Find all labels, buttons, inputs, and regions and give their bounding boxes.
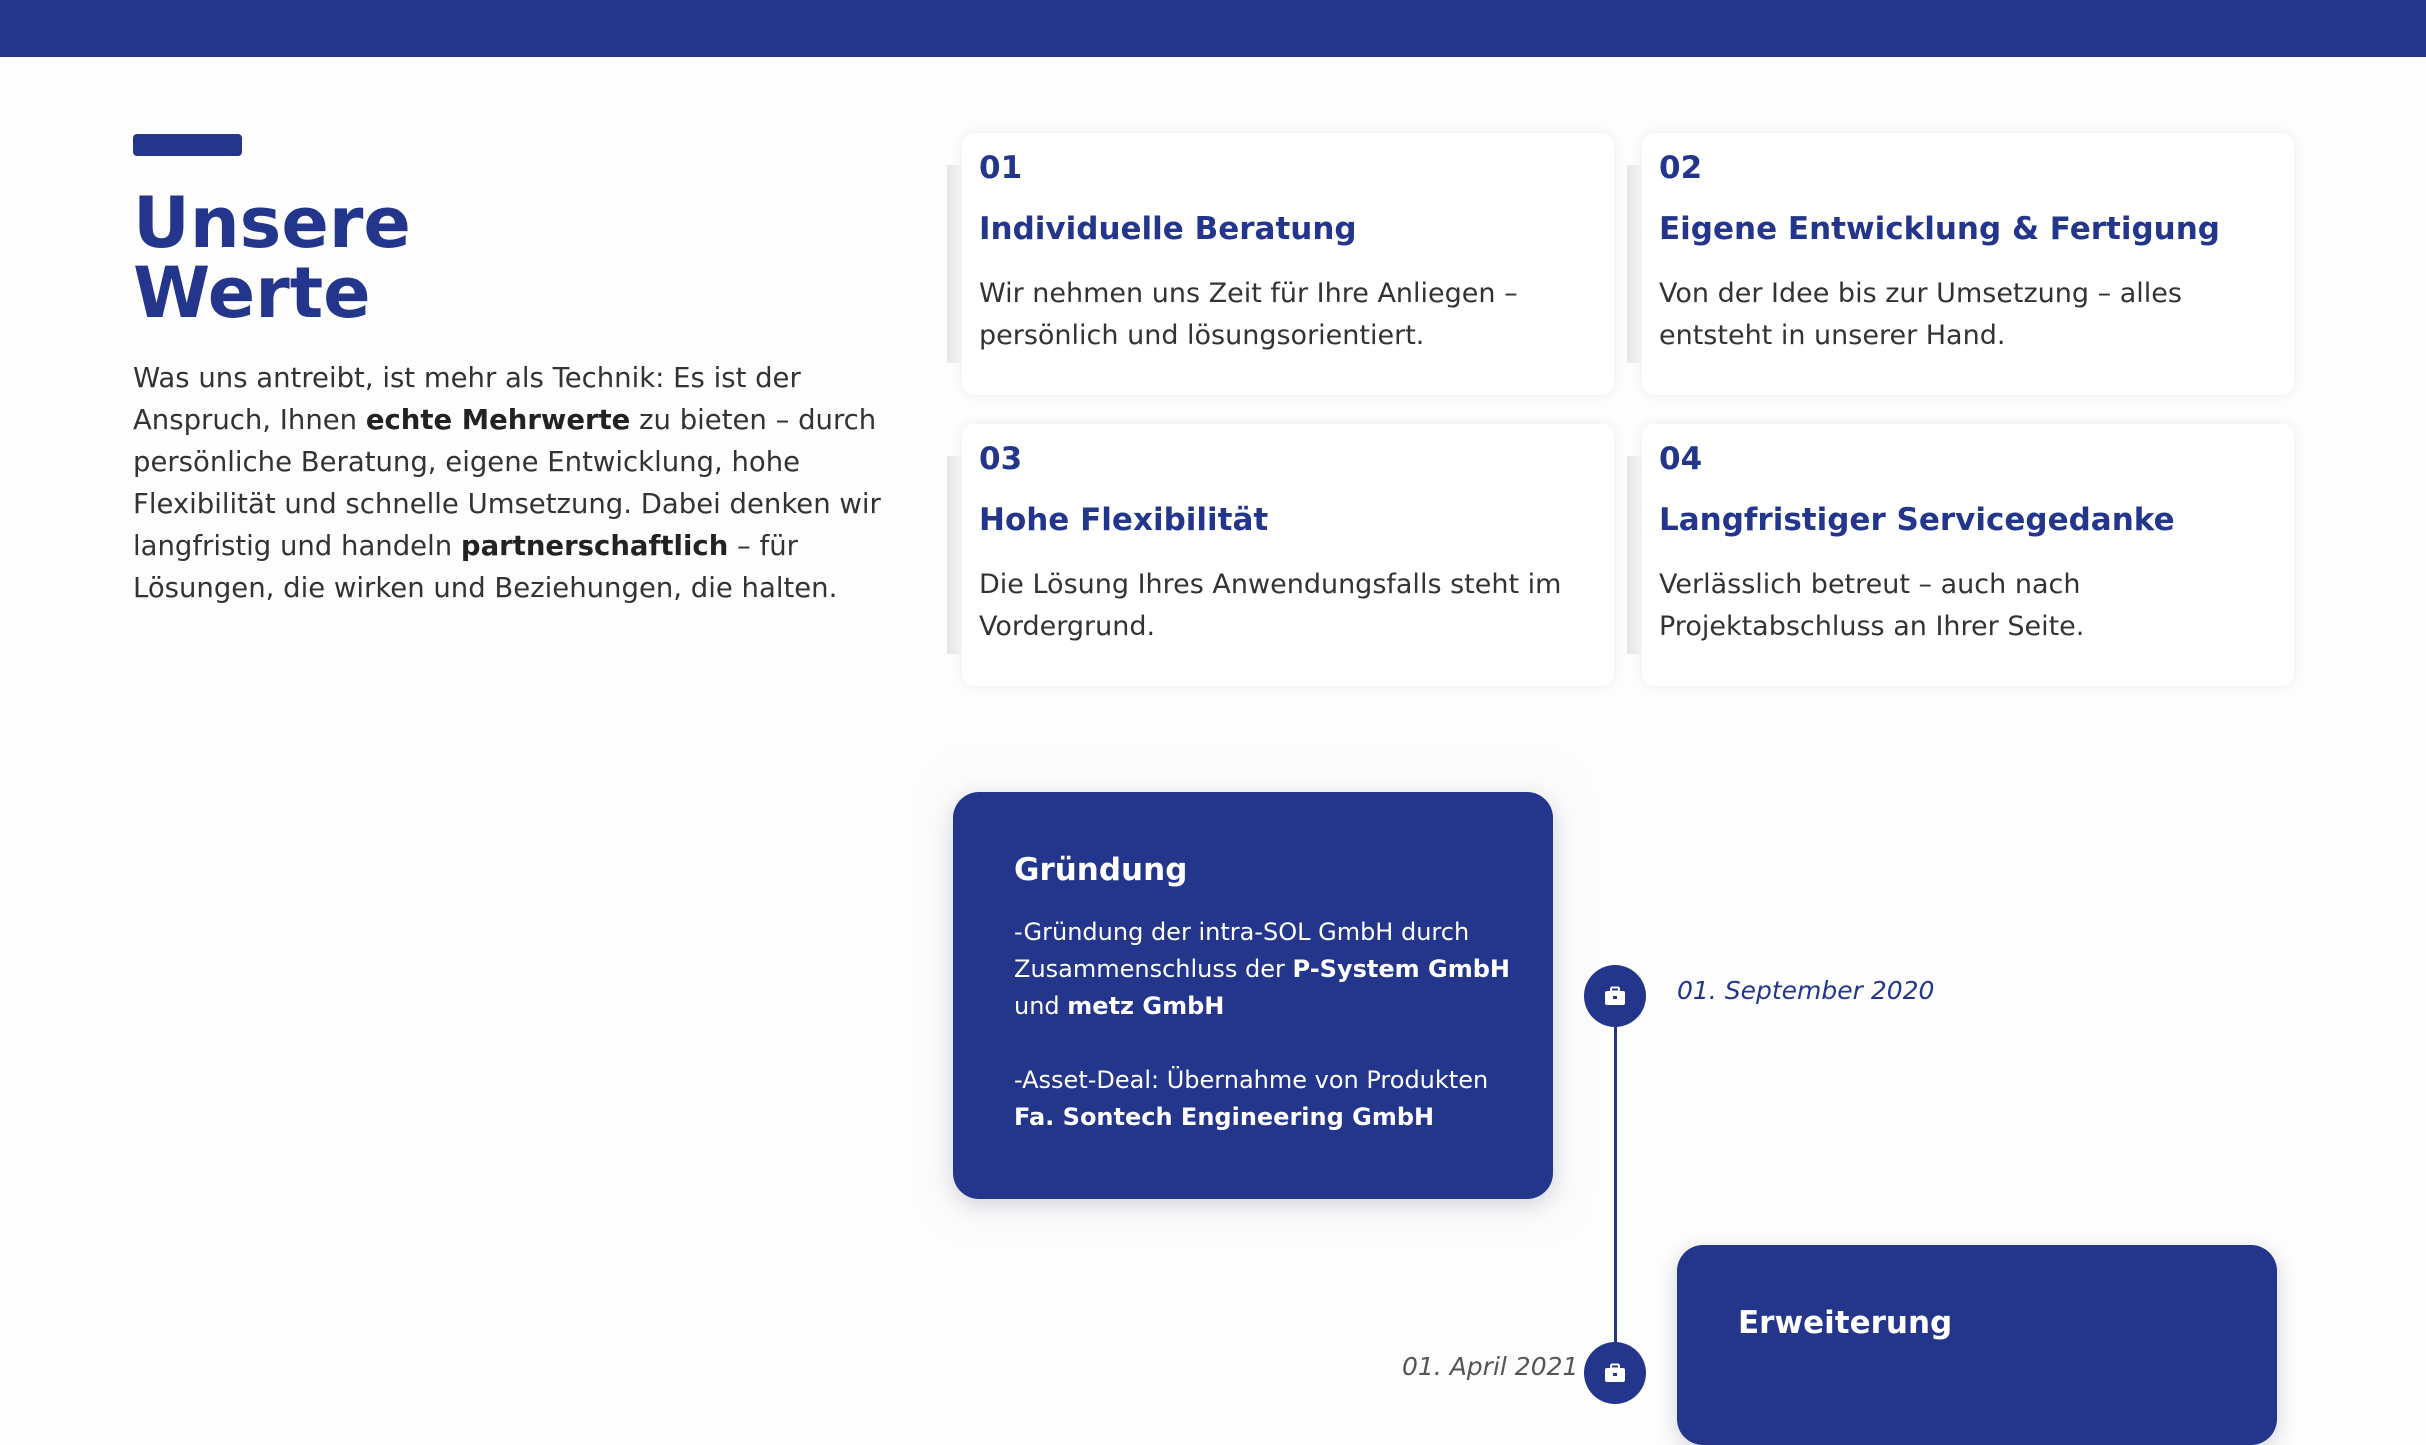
top-bar [0, 0, 2426, 57]
section-title-line2: Werte [133, 252, 371, 334]
section-title [133, 182, 733, 334]
card-title: Langfristiger Servicegedanke [1659, 502, 2175, 538]
card-text: Wir nehmen uns Zeit für Ihre Anliegen – persönlich und lösungsorientiert. [979, 278, 1518, 351]
timeline-card-title: Erweiterung [1738, 1305, 1953, 1341]
value-card-eigene-entwicklung [1642, 133, 2294, 395]
timeline-marker [1584, 965, 1646, 1027]
card-text: Die Lösung Ihres Anwendungsfalls steht im Vordergrund. [979, 569, 1562, 642]
value-card-individuelle-beratung [962, 133, 1614, 395]
card-title: Individuelle Beratung [979, 211, 1357, 247]
intro-highlight-mehrwerte: echte Mehrwerte [365, 404, 631, 436]
value-card-servicegedanke [1642, 424, 2294, 686]
timeline-card-body: -Gründung der intra-SOL GmbH durch Zusammenschluss der P-System GmbH und metz GmbH -Asset-Deal: Übernahme von Produkten Fa. Sontech Engineering GmbH [1014, 918, 1510, 1131]
title-accent-bar [133, 134, 242, 156]
timeline-date: 01. April 2021 [1402, 1352, 1579, 1381]
card-text: Von der Idee bis zur Umsetzung – alles entsteht in unserer Hand. [1659, 278, 2182, 351]
intro-highlight-partnerschaftlich: partnerschaftlich [460, 530, 729, 562]
value-card-hohe-flexibilitaet [962, 424, 1614, 686]
timeline-card-gruendung [953, 792, 1553, 1199]
card-number: 03 [979, 441, 1023, 477]
briefcase-icon [1604, 986, 1626, 1006]
intro-text: Was uns antreibt, ist mehr als Technik: Es ist der Anspruch, Ihnen echte Mehrwerte zu bieten – durch persönliche Beratung, eigene Entwicklung, hohe Flexibilität und schnelle Umsetzung. Dabei denken wir langfristig und handeln partnerschaftlich – für Lösungen, die wirken und Beziehungen, die halten. [133, 362, 881, 604]
timeline-date: 01. September 2020 [1677, 976, 1935, 1005]
card-number: 01 [979, 150, 1023, 186]
card-text: Verlässlich betreut – auch nach Projektabschluss an Ihrer Seite. [1659, 569, 2085, 642]
card-number: 02 [1659, 150, 1703, 186]
timeline-marker [1584, 1342, 1646, 1404]
timeline-card-erweiterung [1677, 1245, 2277, 1445]
timeline-card-title: Gründung [1014, 852, 1188, 888]
card-title: Eigene Entwicklung & Fertigung [1659, 211, 2220, 247]
card-title: Hohe Flexibilität [979, 502, 1269, 538]
briefcase-icon [1604, 1363, 1626, 1383]
section-title-line1: Unsere [133, 182, 411, 264]
timeline-line [1614, 990, 1617, 1390]
card-number: 04 [1659, 441, 1703, 477]
